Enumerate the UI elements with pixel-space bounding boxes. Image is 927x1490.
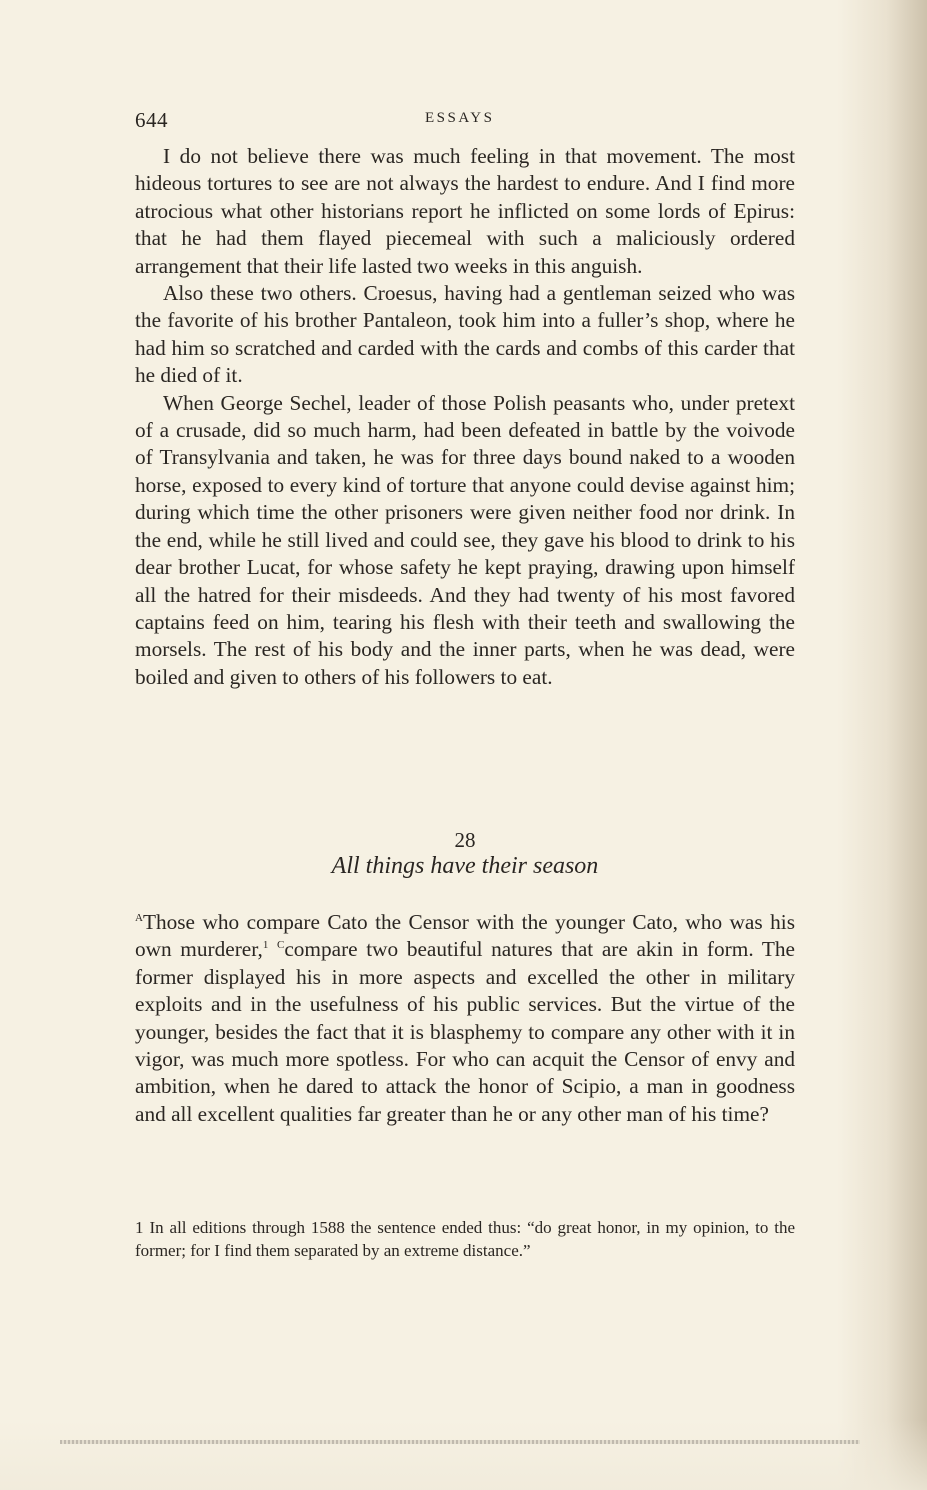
- footnote-reference[interactable]: 1: [262, 939, 269, 952]
- body-text-section-two: [135, 909, 795, 1128]
- page-number: 644: [135, 108, 168, 132]
- running-head: [135, 108, 795, 134]
- body-text-section-one: [135, 143, 795, 691]
- paragraph: [135, 909, 795, 1128]
- chapter-title: All things have their season: [331, 853, 599, 879]
- chapter-number: 28: [454, 828, 476, 852]
- paragraph: I do not believe there was much feeling in that movement. The most hideous tortures to see are not always the hardest to endure. And I find more atrocious what other historians report he inflicted on some lords of Epirus: that he had them flayed piecemeal with such a maliciously ordered arrangement that their life lasted two weeks in this anguish.: [135, 144, 795, 278]
- page-bottom-edge: [60, 1440, 860, 1444]
- running-title: ESSAYS: [425, 110, 495, 126]
- footnote-text: In all editions through 1588 the sentence ended thus: “do great honor, in my opinion, to the former; for I find them separated by an extreme distance.”: [135, 1218, 795, 1260]
- paragraph: When George Sechel, leader of those Polish peasants who, under pretext of a crusade, did so much harm, had been defeated in battle by the voivode of Transylvania and taken, he was for three days bound naked to a wooden horse, exposed to every kind of torture that anyone could devise against him; during which time the other prisoners were given neither food nor drink. In the end, while he still lived and could see, they gave his blood to drink to his dear brother Lucat, for whose safety he kept praying, drawing upon himself all the hatred for their misdeeds. And they had twenty of his most favored captains feed on him, tearing his flesh with their teeth and swallowing the morsels. The rest of his body and the inner parts, when he was dead, were boiled and given to others of his followers to eat.: [135, 390, 795, 689]
- footnote-marker: 1: [135, 1218, 144, 1237]
- paragraph-text-c: compare two beautiful natures that are akin in form. The former displayed his in more aspects and excelled the other in military exploits and in the usefulness of his public services. But the virtue of the younger, besides the fact that it is blasphemy to compare any other with it in vigor, was much more spotless. For who can acquit the Censor of envy and ambition, when he dared to attack the honor of Scipio, a man in goodness and all excellent qualities far greater than he or any other man of his time?: [135, 937, 796, 1126]
- page-gutter-shadow: [837, 0, 927, 1490]
- paragraph-text-a: Those who compare Cato the Censor with the younger Cato, who was his own murderer,: [135, 910, 795, 962]
- paragraph: Also these two others. Croesus, having had a gentleman seized who was the favorite of his brother Pantaleon, took him into a fuller’s shop, where he had him so scratched and carded with the cards and combs of this carder that he died of it.: [135, 281, 795, 388]
- page-bottom-shadow: [0, 1420, 927, 1490]
- edition-marker-c: C: [276, 939, 285, 952]
- edition-marker-a: A: [135, 911, 143, 924]
- footnote: [135, 1216, 795, 1262]
